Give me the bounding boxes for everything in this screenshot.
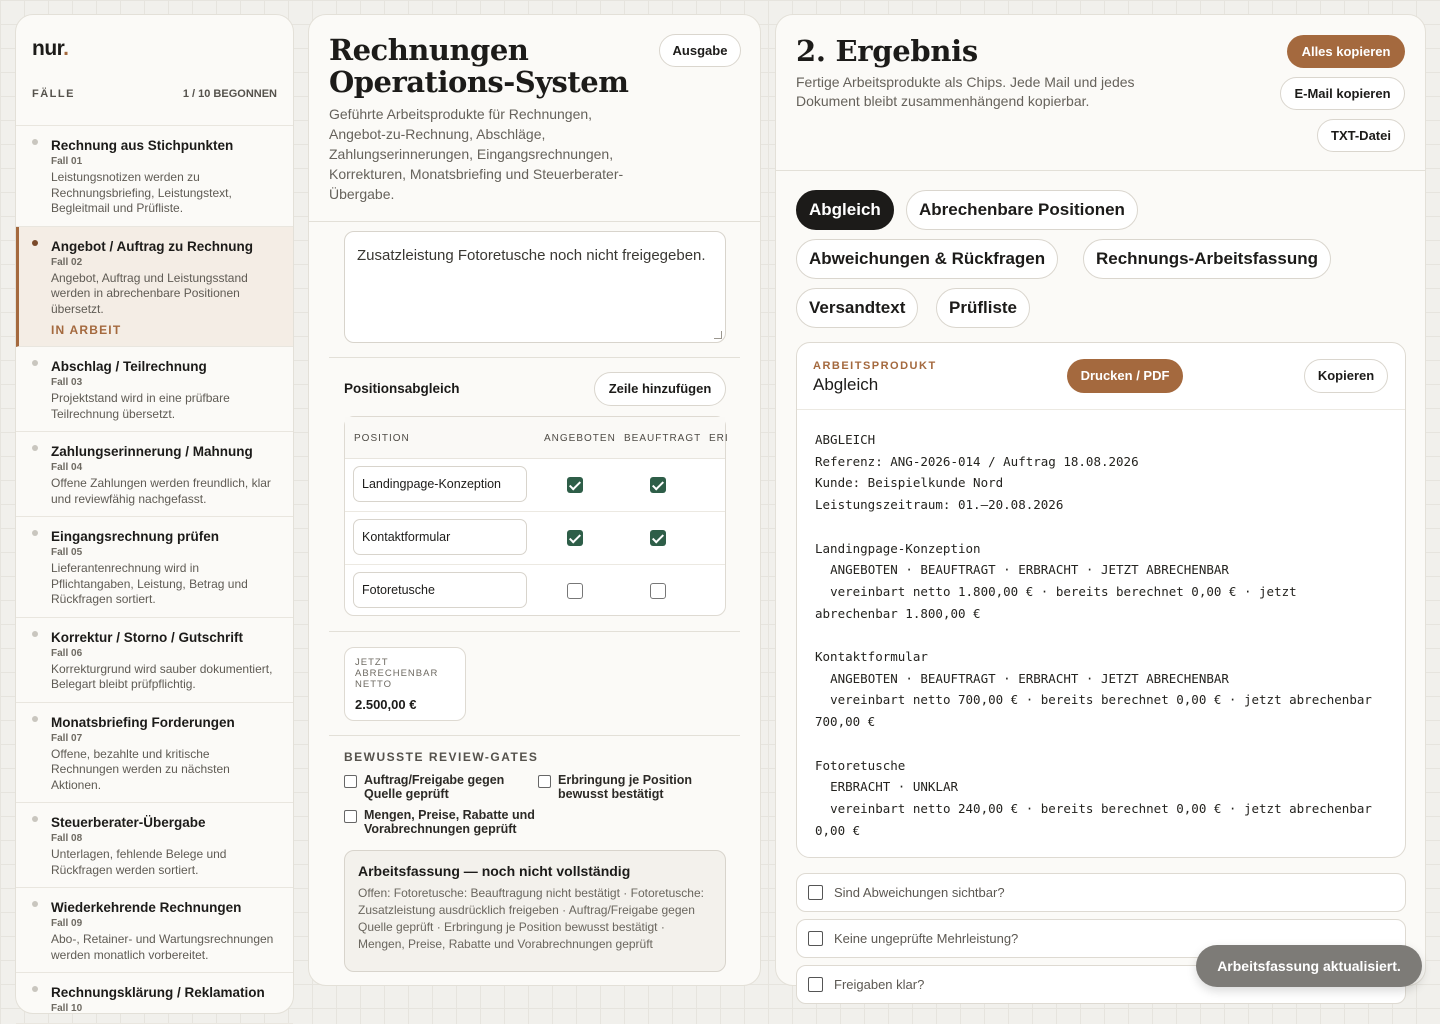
case-description: Lieferantenrechnung wird in Pflichtangaben, Leistung, Betrag und Rückfragen sortiert. <box>51 561 248 606</box>
case-item-07[interactable] <box>16 703 293 804</box>
status-dot-icon <box>32 986 38 992</box>
case-item-04[interactable] <box>16 432 293 517</box>
chip-pruefliste[interactable]: Prüfliste <box>936 288 1030 328</box>
case-title: Korrektur / Storno / Gutschrift <box>51 629 244 645</box>
status-dot-icon <box>32 901 38 907</box>
section-divider <box>329 735 740 736</box>
case-item-09[interactable] <box>16 888 293 973</box>
case-number: Fall 07 <box>51 732 83 744</box>
checklist-item[interactable] <box>796 873 1406 912</box>
beauftragt-checkbox[interactable] <box>650 530 666 546</box>
status-dot-icon <box>32 530 38 536</box>
status-dot-icon <box>32 360 38 366</box>
review-gate-checkbox[interactable] <box>558 773 718 801</box>
column-header-position: POSITION <box>354 433 410 444</box>
chip-abweichungen[interactable]: Abweichungen & Rückfragen <box>796 239 1058 279</box>
logo-text: nur <box>32 37 64 60</box>
resize-handle-icon[interactable] <box>714 331 722 339</box>
work-product-name: Abgleich <box>813 375 879 394</box>
work-product-kicker: ARBEITSPRODUKT <box>813 360 937 372</box>
logo-dot: . <box>63 37 69 60</box>
angeboten-checkbox[interactable] <box>567 583 583 599</box>
case-item-08[interactable] <box>16 803 293 888</box>
case-title: Eingangsrechnung prüfen <box>51 529 220 544</box>
angeboten-checkbox[interactable] <box>567 530 583 546</box>
page-subtitle: Geführte Arbeitsprodukte für Rechnungen, Angebot-zu-Rechnung, Abschläge, Zahlungserinnerungen, Eingangsrechnungen, Korrekturen, Monatsbriefing und Steuerberater-Übergabe. <box>329 106 624 202</box>
case-status-badge: IN ARBEIT <box>51 323 122 337</box>
review-gate-label: Erbringung je Position bewusst bestätigt <box>558 773 693 801</box>
add-row-button[interactable]: Zeile hinzufügen <box>594 372 726 406</box>
input-panel <box>308 14 761 986</box>
checkbox-icon[interactable] <box>808 977 823 992</box>
review-gates-title: BEWUSSTE REVIEW-GATES <box>344 750 539 764</box>
case-number: Fall 01 <box>51 156 83 167</box>
position-name-input[interactable]: Landingpage-Konzeption <box>353 466 527 502</box>
case-title: Zahlungserinnerung / Mahnung <box>51 444 253 459</box>
case-description: Leistungsnotizen werden zu Rechnungsbriefing, Leistungstext, Begleitmail und Prüfliste. <box>51 170 232 215</box>
case-title: Rechnungsklärung / Reklamation <box>51 985 265 1000</box>
angeboten-checkbox[interactable] <box>567 477 583 493</box>
work-product-output[interactable]: ABGLEICH Referenz: ANG-2026-014 / Auftrag 18.08.2026 Kunde: Beispielkunde Nord Leistungszeitraum: 01.–20.08.2026 Landingpage-Konzeption ANGEBOTEN · BEAUFTRAGT · ERBRACHT · JETZT ABRECHENBAR vereinbart netto 1.800,00 € · bereits berechnet 0,00 € · jetzt abrechenbar 1.800,00 € Kontaktformular ANGEBOTEN · BEAUFTRAGT · ERBRACHT · JETZT ABRECHENBAR vereinbart netto 700,00 € · bereits berechnet 0,00 € · jetzt abrechenbar 700,00 € Fotoretusche ERBRACHT · UNKLAR vereinbart netto 240,00 € · bereits berechnet 0,00 € · jetzt abrechenbar 0,00 € <box>815 432 1372 838</box>
case-number: Fall 06 <box>51 647 83 659</box>
review-gate-checkbox[interactable] <box>364 773 524 801</box>
position-name-input[interactable]: Fotoretusche <box>353 572 527 608</box>
case-item-01[interactable] <box>16 126 293 227</box>
page-title <box>329 34 628 98</box>
positions-table <box>344 416 729 616</box>
notes-textarea[interactable] <box>344 231 726 343</box>
chip-rechnungs-arbeitsfassung[interactable]: Rechnungs-Arbeitsfassung <box>1083 239 1331 279</box>
checklist-label: Freigaben klar? <box>834 977 925 992</box>
billable-sum-card <box>344 647 466 721</box>
cases-label: FÄLLE <box>32 88 75 100</box>
result-panel-header <box>776 15 1425 171</box>
txt-download-button[interactable]: TXT-Datei <box>1317 119 1405 152</box>
cases-sidebar <box>15 14 294 1014</box>
work-product-header <box>797 343 1405 410</box>
cases-header <box>32 88 277 100</box>
ausgabe-button[interactable]: Ausgabe <box>659 34 741 67</box>
case-number: Fall 04 <box>51 462 83 473</box>
case-list <box>16 125 293 1024</box>
copy-email-button[interactable]: E-Mail kopieren <box>1280 77 1405 110</box>
case-title: Wiederkehrende Rechnungen <box>51 900 242 915</box>
case-description: Offene, bezahlte und kritische Rechnungen werden zu nächsten Aktionen. <box>51 746 230 792</box>
notes-textarea-value: Zusatzleistung Fotoretusche noch nicht freigegeben. <box>357 247 706 264</box>
section-divider <box>329 357 740 358</box>
status-dot-icon <box>32 445 38 451</box>
case-title: Rechnung aus Stichpunkten <box>51 138 234 153</box>
table-row <box>345 512 725 565</box>
case-title: Steuerberater-Übergabe <box>51 815 206 830</box>
chip-versandtext[interactable]: Versandtext <box>796 288 918 328</box>
case-number: Fall 03 <box>51 377 83 388</box>
case-description: Unterlagen, fehlende Belege und Rückfragen werden sortiert. <box>51 847 227 877</box>
table-header <box>345 417 729 459</box>
column-header-erbracht: ERI <box>709 433 729 444</box>
case-description: Abo-, Retainer- und Wartungsrechnungen werden monatlich vorbereitet. <box>51 932 274 962</box>
position-name-input[interactable]: Kontaktformular <box>353 519 527 555</box>
copy-button[interactable]: Kopieren <box>1304 359 1388 393</box>
review-gate-checkbox[interactable] <box>364 808 544 836</box>
review-gate-label: Mengen, Preise, Rabatte und Vorabrechnungen geprüft <box>364 808 535 836</box>
status-dot-icon <box>32 716 38 722</box>
copy-all-button[interactable]: Alles kopieren <box>1287 35 1405 68</box>
column-header-beauftragt: BEAUFTRAGT <box>624 433 702 444</box>
work-product-card <box>796 342 1406 858</box>
result-title: 2. Ergebnis <box>796 34 978 68</box>
status-dot-icon <box>32 816 38 822</box>
case-number: Fall 09 <box>51 918 83 929</box>
case-number: Fall 02 <box>51 256 83 268</box>
billable-sum-value: 2.500,00 € <box>355 697 417 712</box>
checkbox-icon[interactable] <box>344 775 357 788</box>
review-gate-label: Auftrag/Freigabe gegen Quelle geprüft <box>364 773 505 801</box>
billable-sum-label: JETZT ABRECHENBAR NETTO <box>355 657 439 690</box>
column-header-angeboten: ANGEBOTEN <box>544 433 616 444</box>
status-dot-icon <box>32 631 38 637</box>
case-item-03[interactable] <box>16 347 293 432</box>
result-subtitle: Fertige Arbeitsprodukte als Chips. Jede Mail und jedes Dokument bleibt zusammenhängend kopierbar. <box>796 74 1135 109</box>
page-title-line-2: Operations-System <box>329 65 629 99</box>
checkbox-icon[interactable] <box>344 810 357 823</box>
table-row <box>345 459 725 512</box>
case-number: Fall 05 <box>51 547 83 558</box>
page-title-line-1: Rechnungen <box>329 33 529 67</box>
case-title: Angebot / Auftrag zu Rechnung <box>51 238 253 254</box>
checkbox-icon[interactable] <box>808 931 823 946</box>
checklist-label: Sind Abweichungen sichtbar? <box>834 885 1005 900</box>
checkbox-icon[interactable] <box>538 775 551 788</box>
print-pdf-button[interactable]: Drucken / PDF <box>1067 359 1183 393</box>
case-number: Fall 10 <box>51 1003 83 1014</box>
chip-abgleich[interactable]: Abgleich <box>796 190 894 230</box>
case-item-05[interactable] <box>16 517 293 618</box>
case-description: Korrekturgrund wird sauber dokumentiert, Belegart bleibt prüfpflichtig. <box>51 661 273 691</box>
beauftragt-checkbox[interactable] <box>650 583 666 599</box>
cases-count: 1 / 10 BEGONNEN <box>182 88 277 100</box>
status-dot-icon <box>32 240 38 246</box>
input-panel-header <box>309 15 760 222</box>
case-title: Abschlag / Teilrechnung <box>51 359 207 374</box>
draft-status-box <box>344 850 726 972</box>
case-title: Monatsbriefing Forderungen <box>51 714 235 730</box>
draft-status-text: Offen: Fotoretusche: Beauftragung nicht bestätigt · Fotoretusche: Zusatzleistung ausdrücklich freigeben · Auftrag/Freigabe gegen Quelle geprüft · Erbringung je Position bewusst bestätigt · Mengen, Preise, Rabatte und Vorabrechnungen geprüft <box>358 886 704 951</box>
draft-status-title: Arbeitsfassung — noch nicht vollständig <box>358 863 631 879</box>
result-panel <box>775 14 1426 992</box>
case-number: Fall 08 <box>51 833 83 844</box>
app-logo[interactable] <box>32 37 69 61</box>
case-item-06[interactable] <box>16 618 293 703</box>
case-item-10[interactable] <box>16 973 293 1024</box>
chip-abrechenbare-positionen[interactable]: Abrechenbare Positionen <box>906 190 1138 230</box>
positions-label: Positionsabgleich <box>344 381 460 396</box>
toast-notification: Arbeitsfassung aktualisiert. <box>1196 945 1422 987</box>
case-description: Angebot, Auftrag und Leistungsstand werden in abrechenbare Positionen übersetzt. <box>51 270 248 316</box>
checklist-label: Keine ungeprüfte Mehrleistung? <box>834 931 1019 946</box>
checkbox-icon[interactable] <box>808 885 823 900</box>
status-dot-icon <box>32 139 38 145</box>
beauftragt-checkbox[interactable] <box>650 477 666 493</box>
case-description: Projektstand wird in eine prüfbare Teilrechnung übersetzt. <box>51 391 230 421</box>
section-divider <box>329 631 740 632</box>
table-row <box>345 565 725 618</box>
case-item-02[interactable] <box>16 227 293 348</box>
case-description: Offene Zahlungen werden freundlich, klar und reviewfähig nachgefasst. <box>51 476 271 506</box>
